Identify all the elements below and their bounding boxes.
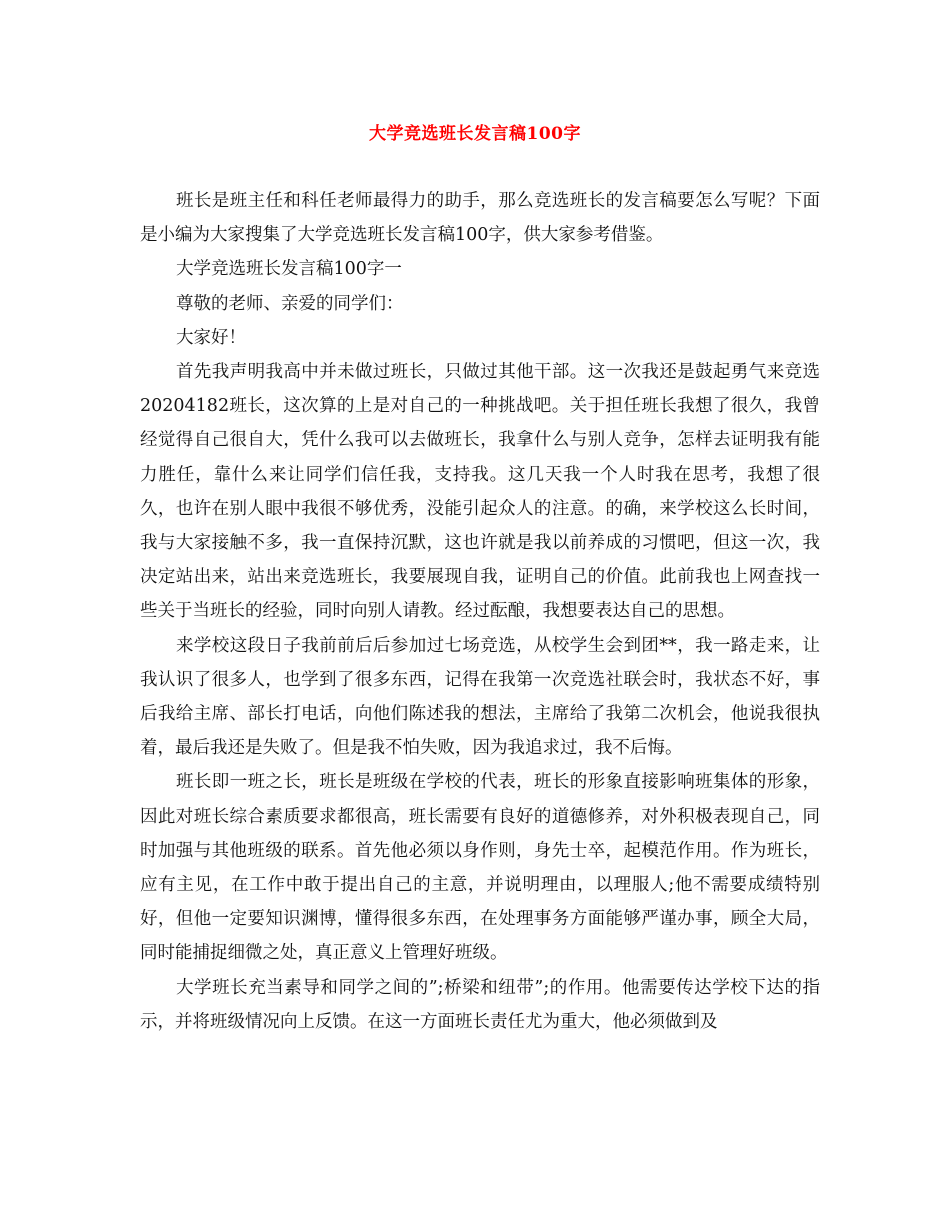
paragraph-body-2: 来学校这段日子我前前后后参加过七场竞选，从校学生会到团**，我一路走来，让我认识了很多人，也学到了很多东西，记得在我第一次竞选社联会时，我状态不好，事后我给主席、部长打电话，向他们陈述我的想法，主席给了我第二次机会，他说我很执着，最后我还是失败了。但是我不怕失败，因为我追求过，我不后悔。 (140, 635, 820, 759)
paragraph-body-1: 首先我声明我高中并未做过班长，只做过其他干部。这一次我还是鼓起勇气来竞选20204182班长，这次算的上是对自己的一种挑战吧。关于担任班长我想了很久，我曾经觉得自己很自大，凭什么我可以去做班长，我拿什么与别人竞争，怎样去证明我有能力胜任，靠什么来让同学们信任我，支持我。这几天我一个人时我在思考，我想了很久，也许在别人眼中我很不够优秀，没能引起众人的注意。的确，来学校这么长时间，我与大家接触不多，我一直保持沉默，这也许就是我以前养成的习惯吧，但这一次，我决定站出来，站出来竞选班长，我要展现自我，证明自己的价值。此前我也上网查找一些关于当班长的经验，同时向别人请教。经过酝酿，我想要表达自己的思想。 (140, 362, 820, 622)
document-body (140, 184, 820, 1039)
paragraph-section-heading: 大学竞选班长发言稿100字一 (176, 259, 402, 280)
paragraph-body-3: 班长即一班之长，班长是班级在学校的代表，班长的形象直接影响班集体的形象，因此对班长综合素质要求都很高，班长需要有良好的道德修养，对外积极表现自己，同时加强与其他班级的联系。首先他必须以身作则，身先士卒，起模范作用。作为班长，应有主见，在工作中敢于提出自己的主意，并说明理由，以理服人;他不需要成绩特别好，但他一定要知识渊博，懂得很多东西，在处理事务方面能够严谨办事，顾全大局，同时能捕捉细微之处，真正意义上管理好班级。 (140, 772, 820, 964)
paragraph-intro: 班长是班主任和科任老师最得力的助手，那么竞选班长的发言稿要怎么写呢？下面是小编为大家搜集了大学竞选班长发言稿100字，供大家参考借鉴。 (140, 191, 820, 246)
paragraph-salutation: 尊敬的老师、亲爱的同学们： (176, 293, 404, 314)
paragraph-body-4: 大学班长充当素导和同学之间的”;桥梁和纽带”;的作用。他需要传达学校下达的指示，并将班级情况向上反馈。在这一方面班长责任尤为重大，他必须做到及 (140, 977, 820, 1032)
document-title: 大学竞选班长发言稿100字 (369, 124, 581, 144)
paragraph-greeting: 大家好！ (176, 327, 246, 348)
